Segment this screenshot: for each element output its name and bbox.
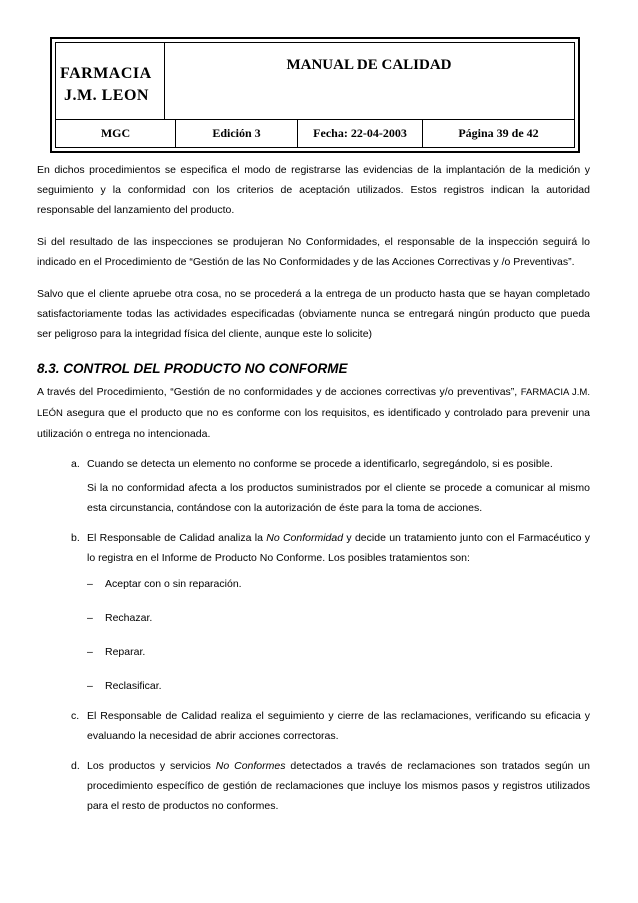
page-number: Página 39 de 42 [458,126,539,140]
document-date: Fecha: 22-04-2003 [298,120,423,147]
item-marker: a. [71,458,80,470]
section-intro [37,382,590,444]
treatment-item [87,676,590,696]
header-top-row [56,43,574,120]
item-text-start: Los productos y servicios [87,760,216,772]
treatment-text: Reparar. [105,646,146,658]
document-body [37,160,590,826]
list-item-d [37,756,590,816]
treatment-list [87,574,590,696]
treatment-text: Rechazar. [105,612,153,624]
item-text [87,528,590,568]
item-text-end: y decide un tratamiento junto con el Farmacéutico y lo registra en el Informe de Producto No Conforme. Los posibles tratamientos son: [87,532,591,564]
treatment-item [87,608,590,628]
item-text: Cuando se detecta un elemento no conforme se procede a identificarlo, segregándolo, si es posible. [87,458,553,470]
intro-company: FARMACIA J.M. LEÓN [37,387,590,419]
dash-bullet: – [87,680,93,692]
dash-bullet: – [87,646,93,658]
document-code: MGC [56,120,176,147]
treatment-text: Reclasificar. [105,680,162,692]
item-marker: b. [71,532,80,544]
list-item-c [37,706,590,746]
item-text-end: detectados a través de reclamaciones son tratados según un procedimiento específico de gestión de reclamaciones que incluye los mismos pasos y registros utilizados para el resto de productos no conformes. [87,760,590,812]
treatment-item [87,574,590,594]
item-subparagraph: Si la no conformidad afecta a los productos suministrados por el cliente se procede a comunicar al mismo esta circunstancia, contándose con la autorización de éste para la toma de acciones. [87,482,590,514]
item-marker: d. [71,760,80,772]
edition-number: Edición 3 [176,120,298,147]
item-text-emphasis: No Conformes [215,760,286,772]
treatment-text: Aceptar con o sin reparación. [105,578,242,590]
item-text [87,756,590,816]
item-list [37,454,590,816]
list-item-a [37,454,590,518]
item-text-emphasis: No Conformidad [266,532,344,544]
paragraph: Salvo que el cliente apruebe otra cosa, no se procederá a la entrega de un producto hasta que se hayan completado satisfactoriamente todas las actividades especificadas (obviamente nunca se entregará ningún producto que pueda ser peligroso para la integridad física del cliente, aunque este lo solicite) [37,288,590,340]
treatment-item [87,642,590,662]
header-frame [55,42,575,148]
company-name-line2: J.M. LEON [64,87,149,104]
list-item-b [37,528,590,696]
intro-start: A través del Procedimiento, “Gestión de no conformidades y de acciones correctivas y/o preventivas”, [37,386,521,398]
item-marker: c. [71,710,80,722]
dash-bullet: – [87,612,93,624]
paragraph: En dichos procedimientos se especifica el modo de registrarse las evidencias de la implantación de la medición y seguimiento y la conformidad con los criterios de aceptación utilizados. Estos registros indican la autoridad responsable del lanzamiento del producto. [37,164,590,216]
intro-end: asegura que el producto que no es conforme con los requisitos, es identificado y controlado para prevenir una utilización o entrega no intencionada. [37,407,590,440]
company-name-line1: FARMACIA [60,65,152,82]
section-heading: 8.3. CONTROL DEL PRODUCTO NO CONFORME [37,361,348,376]
dash-bullet: – [87,578,93,590]
item-text: El Responsable de Calidad realiza el seguimiento y cierre de las reclamaciones, verificando su eficacia y evaluando la necesidad de abrir acciones correctoras. [87,710,590,742]
paragraph: Si del resultado de las inspecciones se produjeran No Conformidades, el responsable de la inspección seguirá lo indicado en el Procedimiento de “Gestión de las No Conformidades y de las Acciones Correctivas y /o Preventivas”. [37,236,590,268]
manual-title: MANUAL DE CALIDAD [286,57,452,73]
header-info-row [56,120,574,147]
document-header [50,37,580,153]
item-text-start: El Responsable de Calidad analiza la [87,532,267,544]
company-cell [56,43,165,119]
